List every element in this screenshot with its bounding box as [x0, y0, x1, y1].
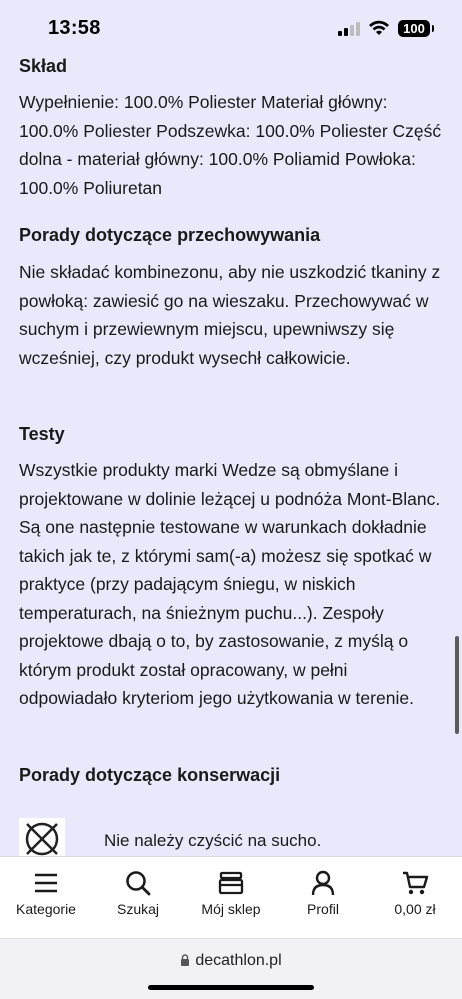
nav-profile-label: Profil	[307, 901, 339, 917]
battery-indicator: 100	[398, 20, 430, 37]
status-time: 13:58	[48, 17, 101, 39]
scrollbar[interactable]	[455, 636, 459, 734]
composition-body: Wypełnienie: 100.0% Poliester Materiał główny: 100.0% Poliester Podszewka: 100.0% Poliester Część dolna - materiał główny: 100.0% Poliamid Powłoka: 100.0% Poliuretan	[19, 92, 442, 198]
lock-icon	[180, 954, 190, 966]
url-display[interactable]	[0, 952, 462, 970]
url-text: decathlon.pl	[195, 952, 282, 969]
nav-search[interactable]	[92, 857, 184, 939]
store-icon	[217, 869, 245, 897]
care-instruction-text: Nie należy czyścić na sucho.	[104, 831, 322, 850]
profile-icon	[309, 869, 337, 897]
composition-title: Skład	[19, 56, 68, 76]
nav-categories[interactable]	[0, 857, 92, 939]
nav-cart-total: 0,00 zł	[394, 901, 436, 917]
nav-cart[interactable]	[368, 857, 462, 939]
wifi-icon	[368, 20, 390, 36]
storage-title: Porady dotyczące przechowywania	[19, 225, 321, 245]
home-indicator[interactable]	[148, 985, 314, 990]
search-icon	[124, 869, 152, 897]
storage-body: Nie składać kombinezonu, aby nie uszkodzić tkaniny z powłoką: zawiesić go na wieszaku. Przechowywać w suchym i przewiewnym miejscu, upewniwszy się wcześniej, czy produkt wysechł całkowicie.	[19, 262, 441, 368]
browser-address-bar[interactable]	[0, 938, 462, 999]
nav-categories-label: Kategorie	[16, 901, 76, 917]
bottom-navigation	[0, 856, 462, 938]
status-bar	[0, 0, 462, 56]
nav-my-store-label: Mój sklep	[201, 901, 261, 917]
nav-search-label: Szukaj	[116, 901, 160, 917]
tests-title: Testy	[19, 424, 65, 444]
nav-my-store[interactable]	[184, 857, 278, 939]
menu-icon	[32, 869, 60, 897]
cart-icon	[401, 869, 429, 897]
care-title: Porady dotyczące konserwacji	[19, 765, 281, 785]
tests-body: Wszystkie produkty marki Wedze są obmyślane i projektowane w dolinie leżącej u podnóża Mont-Blanc. Są one następnie testowane w warunkach dokładnie takich jak te, z którymi sam(-a) możesz się spotkać w praktyce (przy padającym śniegu, w niskich temperaturach, na śnieżnym puchu...). Zespoły projektowe dbają o to, by zastosowanie, z myślą o którym produkt został opracowany, w pełni odpowiadało kryteriom jego użytkowania w terenie.	[19, 460, 441, 708]
nav-profile[interactable]	[278, 857, 368, 939]
product-details	[0, 56, 462, 856]
no-dry-clean-icon	[19, 818, 65, 858]
signal-icon	[338, 22, 360, 36]
